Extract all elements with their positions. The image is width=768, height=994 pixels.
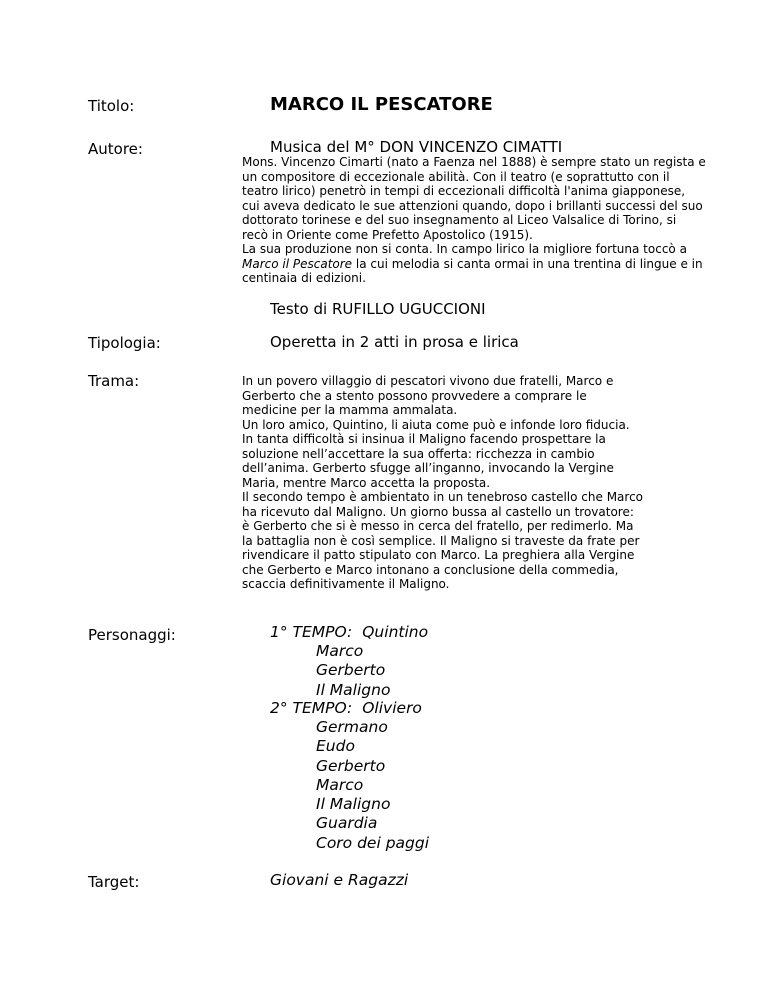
trama-text xyxy=(242,374,643,592)
trama-label: Trama: xyxy=(88,372,140,390)
tipologia-label: Tipologia: xyxy=(88,334,161,352)
character-name: Gerberto xyxy=(316,756,386,775)
bio-line: Mons. Vincenzo Cimarti (nato a Faenza nel 1888) è sempre stato un regista e xyxy=(242,155,706,169)
character-name: Eudo xyxy=(316,737,355,756)
character-name: Oliviero xyxy=(362,699,422,717)
tempo2-heading: 2° TEMPO: xyxy=(270,699,353,717)
bio-line: centinaia di edizioni. xyxy=(242,271,366,285)
target-label: Target: xyxy=(88,873,140,891)
trama-line: scaccia definitivamente il Maligno. xyxy=(242,577,450,591)
trama-line: che Gerberto e Marco intonano a conclusione della commedia, xyxy=(242,562,619,577)
trama-line: la battaglia non è così semplice. Il Maligno si traveste da frate per xyxy=(242,533,640,548)
trama-line: dell’anima. Gerberto sfugge all’inganno, invocando la Vergine xyxy=(242,461,614,475)
trama-line: è Gerberto che si è messo in cerca del fratello, per redimerlo. Ma xyxy=(242,519,634,533)
target-value: Giovani e Ragazzi xyxy=(270,871,409,889)
bio-line-tail: la cui melodia si canta ormai in una trentina di lingue e in xyxy=(352,256,703,271)
bio-line: un compositore di eccezionale abilità. Con il teatro (e soprattutto con il xyxy=(242,169,670,184)
trama-line: In un povero villaggio di pescatori vivono due fratelli, Marco e xyxy=(242,374,614,388)
trama-line: Il secondo tempo è ambientato in un tenebroso castello che Marco xyxy=(242,490,644,504)
trama-line: In tanta difficoltà si insinua il Maligno facendo prospettare la xyxy=(242,432,606,446)
character-name: Il Maligno xyxy=(316,795,391,814)
character-name: Guardia xyxy=(316,814,378,833)
trama-line: Un loro amico, Quintino, li aiuta come può e infonde loro fiducia. xyxy=(242,417,630,432)
autore-testo: Testo di RUFILLO UGUCCIONI xyxy=(270,300,486,318)
bio-line: cui aveva dedicato le sue attenzioni quando, dopo i brillanti successi del suo xyxy=(242,198,703,213)
tempo1-heading-line xyxy=(270,623,428,641)
bio-line-mixed xyxy=(242,257,706,272)
character-name: Gerberto xyxy=(316,661,386,680)
trama-line: Gerberto che a stento possono provvedere a comprare le xyxy=(242,388,587,403)
personaggi-label: Personaggi: xyxy=(88,626,176,644)
autore-bio xyxy=(242,155,706,286)
character-name: Marco xyxy=(316,642,364,660)
bio-line: teatro lirico) penetrò in tempi di eccezionali difficoltà l'anima giapponese, xyxy=(242,184,686,198)
character-name: Il Maligno xyxy=(316,680,391,699)
titolo-label: Titolo: xyxy=(88,97,135,115)
trama-line: Maria, mentre Marco accetta la proposta. xyxy=(242,475,491,490)
page-title: MARCO IL PESCATORE xyxy=(270,94,493,115)
trama-line: rivendicare il patto stipulato con Marco. La preghiera alla Vergine xyxy=(242,548,635,562)
character-name: Coro dei paggi xyxy=(316,833,430,852)
bio-line: recò in Oriente come Prefetto Apostolico (1915). xyxy=(242,227,533,242)
bio-line: La sua produzione non si conta. In campo lirico la migliore fortuna toccò a xyxy=(242,242,687,256)
bio-work-title: Marco il Pescatore xyxy=(242,256,353,271)
autore-musica: Musica del M° DON VINCENZO CIMATTI xyxy=(270,138,563,156)
tipologia-value: Operetta in 2 atti in prosa e lirica xyxy=(270,333,519,351)
character-name: Germano xyxy=(316,718,388,736)
tempo1-characters xyxy=(316,642,390,700)
trama-line: ha ricevuto dal Maligno. Un giorno bussa al castello un trovatore: xyxy=(242,504,634,519)
autore-label: Autore: xyxy=(88,140,143,158)
character-name: Marco xyxy=(316,775,364,794)
trama-line: medicine per la mamma ammalata. xyxy=(242,403,458,417)
tempo2-characters xyxy=(316,718,429,853)
bio-line: dottorato torinese e del suo insegnamento al Liceo Valsalice di Torino, si xyxy=(242,213,677,227)
tempo1-heading: 1° TEMPO: xyxy=(270,623,353,641)
tempo2-heading-line xyxy=(270,699,422,717)
character-name: Quintino xyxy=(362,623,429,641)
trama-line: soluzione nell’accettare la sua offerta: ricchezza in cambio xyxy=(242,446,595,461)
